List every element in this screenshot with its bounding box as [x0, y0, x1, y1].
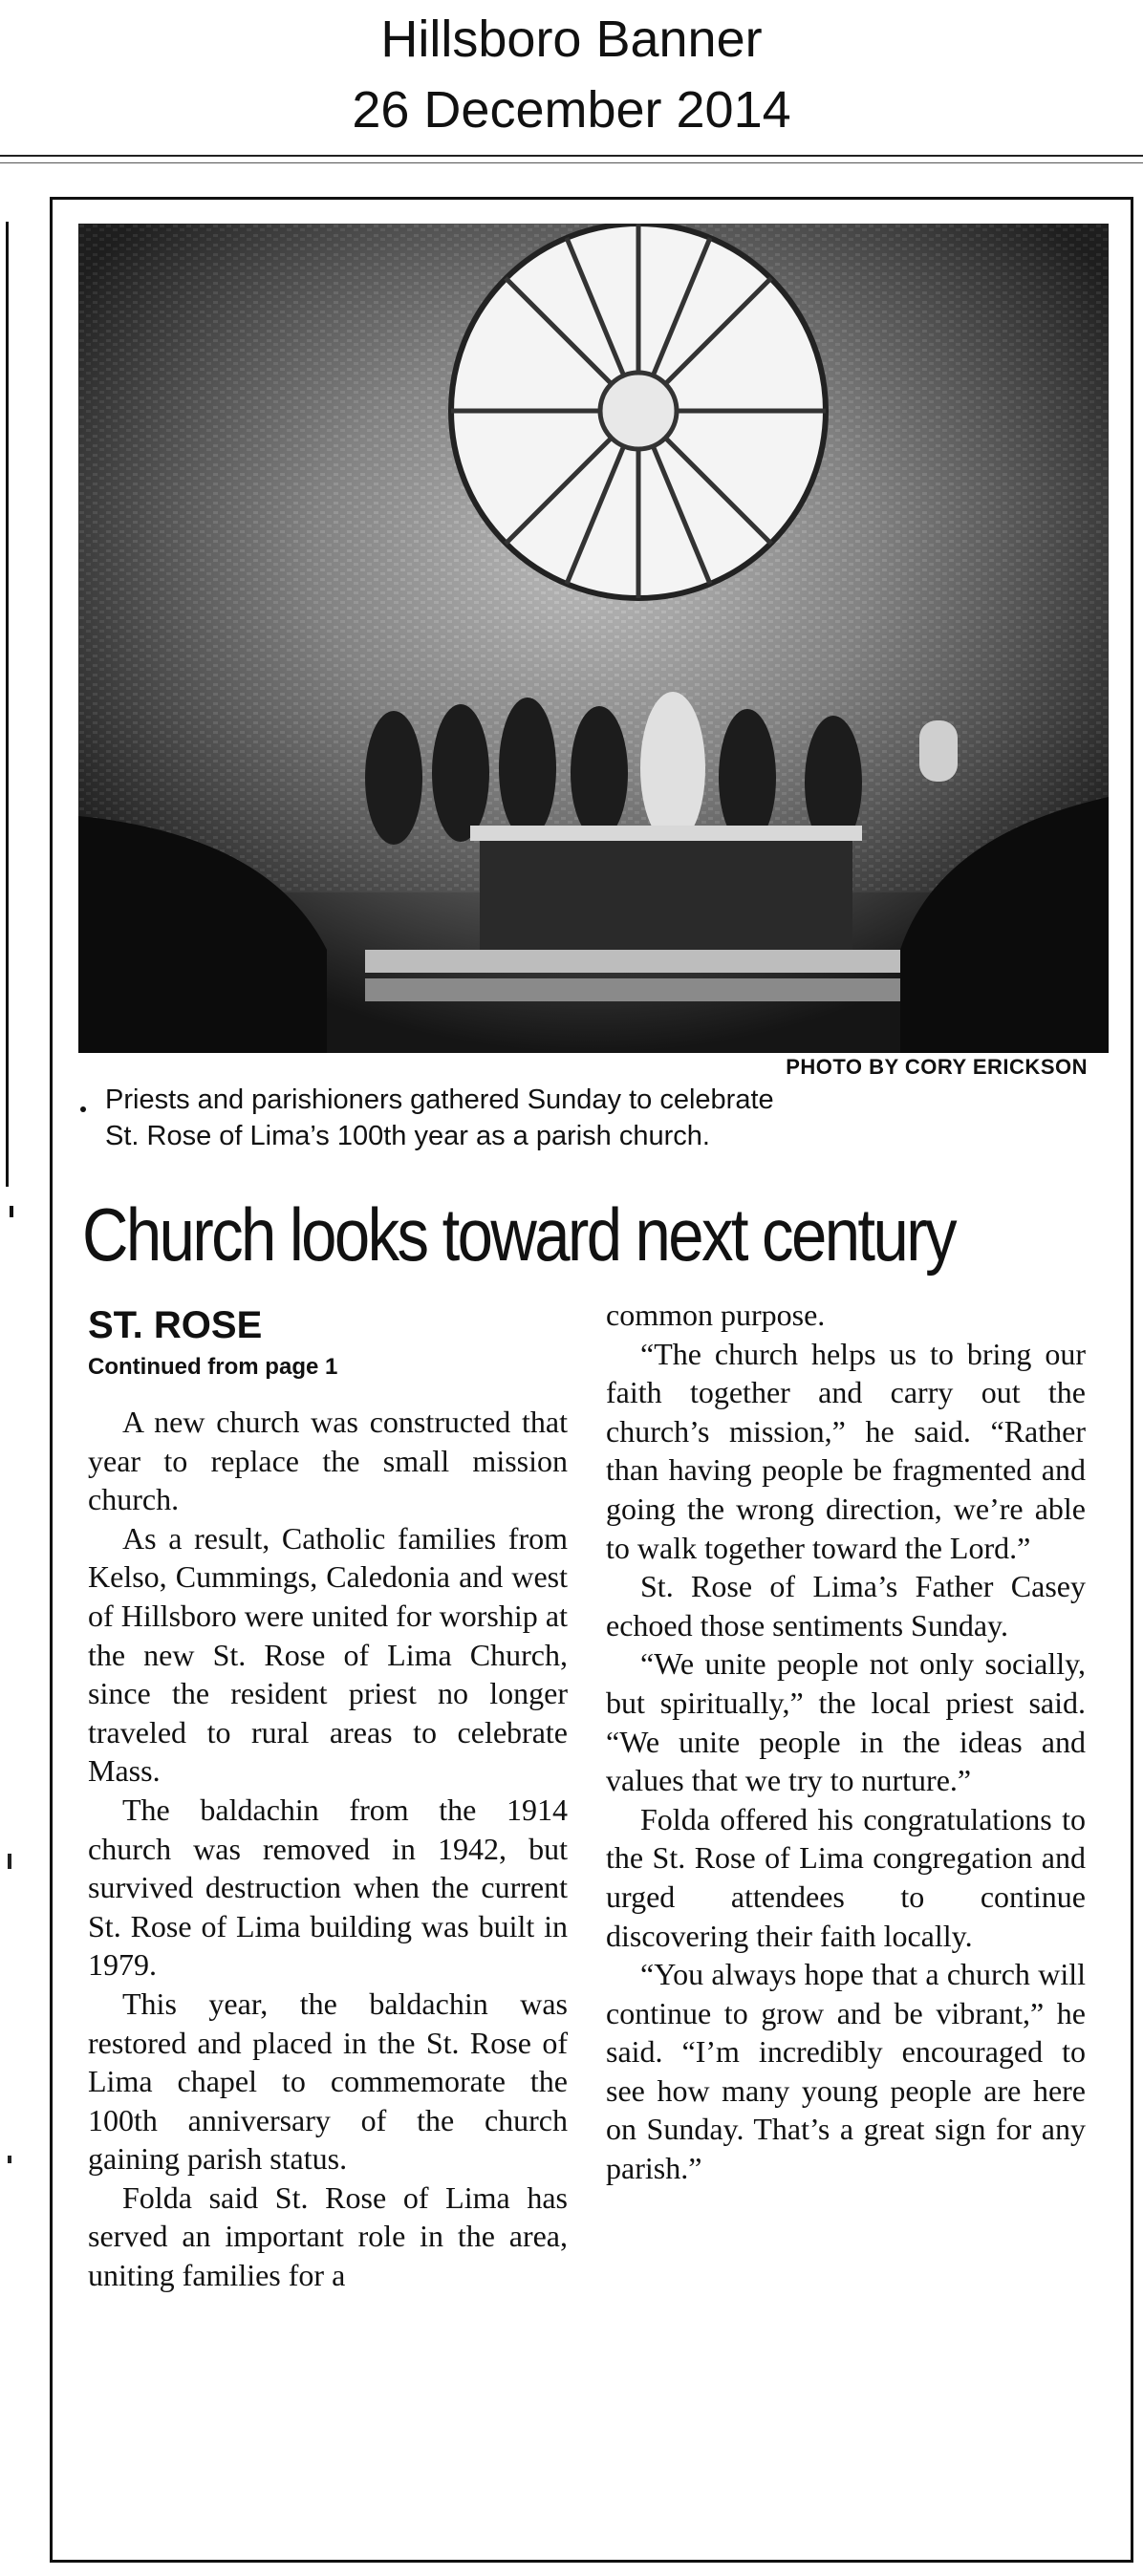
adjacent-column-border — [0, 222, 9, 1187]
article-column-1 — [88, 1403, 568, 2295]
church-interior-image — [78, 224, 1109, 1053]
paragraph: “The church helps us to bring our faith together and carry out the church’s mission,” he said. “Rather than having people be fragmented and going the wrong direction, we’re able to walk together toward the Lord.” — [606, 1336, 1086, 1565]
caption-line-1: Priests and parishioners gathered Sunday to celebrate — [105, 1084, 774, 1115]
paragraph: A new church was constructed that year to replace the small mission church. — [88, 1405, 568, 1517]
paragraph: “We unite people not only socially, but spiritually,” the local priest said. “We unite people in the ideas and values that we try to nurture.” — [606, 1646, 1086, 1798]
adjacent-column-fragment — [8, 2156, 11, 2163]
photo-credit: PHOTO BY CORY ERICKSON — [786, 1055, 1088, 1079]
article-column-2 — [606, 1296, 1086, 2188]
caption-line-2: St. Rose of Lima’s 100th year as a parish church. — [105, 1121, 710, 1151]
caption-bullet — [80, 1106, 86, 1112]
adjacent-column-fragment — [10, 1206, 13, 1217]
masthead — [0, 0, 1143, 153]
paragraph: Folda offered his congratulations to the St. Rose of Lima congregation and urged attendees to continue discovering their faith locally. — [606, 1801, 1086, 1953]
publication-date: 26 December 2014 — [352, 81, 791, 139]
church-photo — [78, 224, 1109, 1053]
adjacent-column-fragment — [8, 1854, 11, 1869]
publication-name: Hillsboro Banner — [380, 11, 763, 68]
paragraph: St. Rose of Lima’s Father Casey echoed those sentiments Sunday. — [606, 1569, 1086, 1642]
paragraph-continuation: common purpose. — [606, 1298, 826, 1332]
photo-caption — [105, 1082, 1061, 1154]
continued-line: Continued from page 1 — [88, 1354, 338, 1380]
paragraph: As a result, Catholic families from Kelso, Cummings, Caledonia and west of Hillsboro were united for worship at the new St. Rose of Lima Church, since the resident priest no longer traveled to rural areas to celebrate Mass. — [88, 1520, 568, 1789]
paragraph: “You always hope that a church will continue to grow and be vibrant,” he said. “I’m incredibly encouraged to see how many young people are here on Sunday. That’s a great sign for any parish.” — [606, 1957, 1086, 2186]
masthead-rule-thin — [0, 162, 1143, 163]
paragraph: Folda said St. Rose of Lima has served an important role in the area, uniting families for a — [88, 2179, 568, 2293]
masthead-rule — [0, 155, 1143, 157]
paragraph: This year, the baldachin was restored and placed in the St. Rose of Lima chapel to commemorate the 100th anniversary of the church gaining parish status. — [88, 1986, 568, 2177]
headline: Church looks toward next century — [82, 1192, 955, 1277]
paragraph: The baldachin from the 1914 church was removed in 1942, but survived destruction when the current St. Rose of Lima building was built in 1979. — [88, 1792, 568, 1983]
kicker: ST. ROSE — [88, 1304, 263, 1346]
